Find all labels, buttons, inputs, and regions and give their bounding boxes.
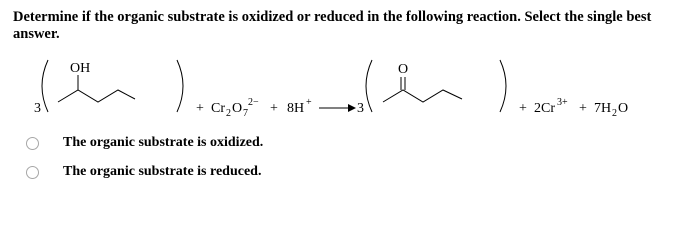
reaction-equation bbox=[0, 58, 678, 128]
water-sub: 2 bbox=[612, 108, 617, 119]
question-text: Determine if the organic substrate is oxidized or reduced in the following reaction. Select the single best answer. bbox=[13, 9, 652, 42]
dichromate-cr: Cr bbox=[211, 101, 225, 116]
dichromate-charge: 2− bbox=[248, 97, 259, 108]
reaction-diagram bbox=[0, 58, 678, 128]
product-right-paren bbox=[500, 60, 506, 112]
water-o: O bbox=[618, 101, 629, 116]
product-skeleton bbox=[383, 90, 462, 102]
chromium-ion: 2Cr bbox=[534, 101, 555, 116]
answer-option-label[interactable]: The organic substrate is oxidized. bbox=[63, 135, 264, 150]
reactant-oh-label: OH bbox=[70, 61, 91, 76]
water-h: 7H bbox=[594, 101, 612, 116]
dichromate-sub-2: 7 bbox=[243, 108, 248, 119]
hydrogen-charge: + bbox=[306, 97, 312, 108]
dichromate-sub-1: 2 bbox=[226, 108, 231, 119]
answer-option-oxidized[interactable] bbox=[26, 133, 263, 153]
product-o-label: O bbox=[398, 62, 409, 77]
hydrogen-ion: 8H bbox=[287, 101, 305, 116]
product-coefficient: 3 bbox=[357, 101, 364, 116]
reactant-coefficient: 3 bbox=[34, 101, 41, 116]
reaction-arrow-head bbox=[348, 104, 356, 112]
plus-sign-2: + bbox=[270, 101, 278, 116]
answer-option-reduced[interactable] bbox=[26, 162, 261, 182]
radio-button-reduced[interactable] bbox=[26, 166, 39, 179]
plus-sign-1: + bbox=[196, 101, 204, 116]
chromium-charge: 3+ bbox=[557, 97, 568, 108]
answer-option-label[interactable]: The organic substrate is reduced. bbox=[63, 164, 262, 179]
plus-sign-3: + bbox=[519, 101, 527, 116]
reactant-right-paren bbox=[177, 60, 183, 112]
dichromate-o: O bbox=[232, 101, 243, 116]
product-left-paren bbox=[366, 60, 372, 112]
radio-button-oxidized[interactable] bbox=[26, 137, 39, 150]
plus-sign-4: + bbox=[579, 101, 587, 116]
reactant-left-paren bbox=[42, 60, 48, 112]
reactant-skeleton bbox=[58, 90, 135, 102]
